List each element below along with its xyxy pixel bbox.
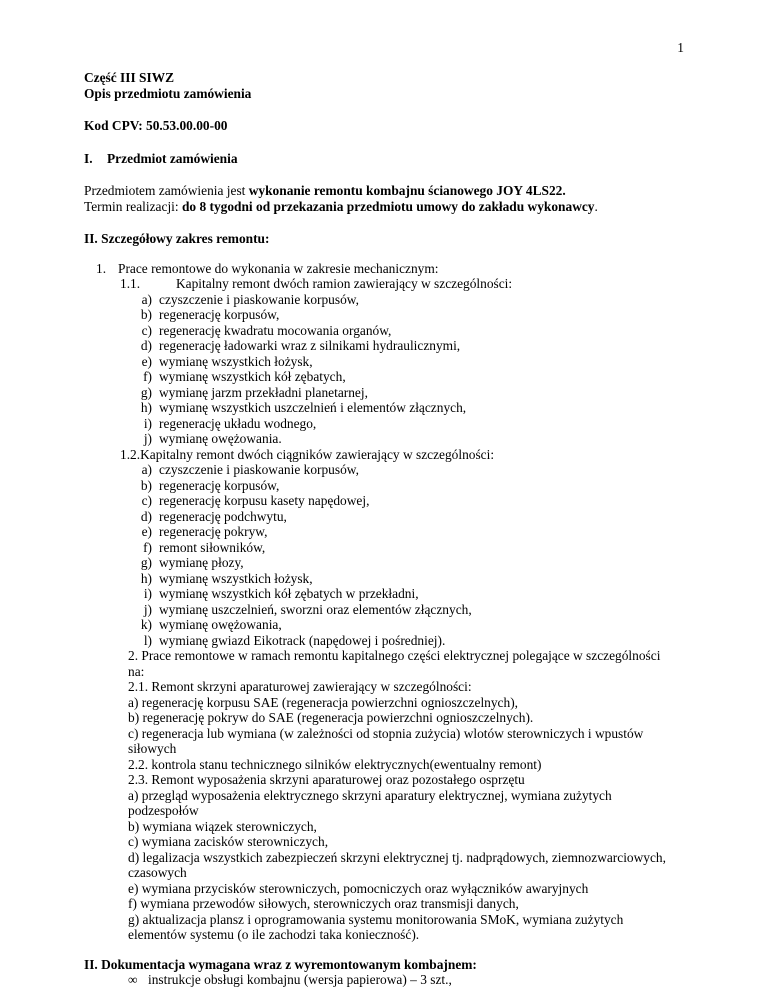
list-item-letter: c) [141,322,152,338]
list-item [84,369,704,385]
list-item [84,338,704,354]
section-1-number: I. [84,150,93,166]
list-item [84,385,704,401]
list-item-letter: f) [143,539,152,555]
list-item-text: czyszczenie i piaskowanie korpusów, [159,462,359,477]
list-item-text: wymianę wszystkich kół zębatych, [159,369,346,384]
electrical-line: f) wymiana przewodów siłowych, sterowniczych oraz transmisji danych, [128,896,519,911]
list-item-text: regenerację korpusu kasety napędowej, [159,493,370,508]
list-item [84,478,704,494]
electrical-line: b) wymiana wiązek sterowniczych, [128,818,317,834]
list-item [84,586,704,602]
list-item-text: wymianę uszczelnień, sworzni oraz elementów złącznych, [159,601,472,617]
list-item-text: regenerację układu wodnego, [159,415,317,431]
subject-line: Przedmiotem zamówienia jest wykonanie remontu kombajnu ścianowego JOY 4LS22. [84,183,566,198]
list-item [84,633,704,649]
list-item-letter: j) [143,431,152,446]
electrical-line: siłowych [128,741,177,756]
document-content [84,70,704,988]
electrical-line: g) aktualizacja plansz i oprogramowania systemu monitorowania SMoK, wymiana zużytych [128,911,624,927]
list-item [84,555,704,571]
list-item-letter: f) [143,369,152,384]
electrical-line: c) regeneracja lub wymiana (w zależności od stopnia zużycia) wlotów sterowniczych i wpustów [128,725,644,741]
list-item-letter: j) [143,601,152,617]
list-item [84,292,704,308]
list-item-text: regenerację korpusów, [159,307,280,322]
list-item-text: regenerację podchwytu, [159,508,287,524]
list-item-letter: e) [141,353,152,369]
part-title: Część III SIWZ [84,70,175,85]
section-1-heading [84,151,704,167]
electrical-line: podzespołów [128,803,199,818]
list-item-letter: i) [143,415,152,431]
electrical-line: 2. Prace remontowe w ramach remontu kapitalnego części elektrycznej polegające w szczególności [128,648,661,663]
list-item-letter: d) [140,508,152,524]
list-item [84,602,704,618]
list-1-2 [84,462,704,648]
electrical-section [84,648,704,943]
list-item [84,493,704,509]
list-item-letter: a) [141,462,152,477]
list-item [84,462,704,478]
document-subtitle: Opis przedmiotu zamówienia [84,85,252,101]
item-1-1: 1.1. Kapitalny remont dwóch ramion zawierający w szczególności: [120,276,513,291]
section-3-title: II. Dokumentacja wymagana wraz z wyremontowanym kombajnem: [84,956,477,972]
list-item-letter: e) [141,524,152,539]
list-item [84,431,704,447]
electrical-line: na: [128,663,145,679]
list-item-text: wymianę wszystkich uszczelnień i elementów złącznych, [159,400,467,415]
list-item-text: regenerację pokryw, [159,524,268,539]
electrical-line: d) legalizacja wszystkich zabezpieczeń skrzyni elektrycznej tj. nadprądowych, ziemnozwarciowych, [128,849,666,865]
list-item-letter: g) [140,555,152,570]
list-item-letter: g) [140,384,152,400]
electrical-line: czasowych [128,865,187,880]
item-1-2: 1.2.Kapitalny remont dwóch ciągników zawierający w szczególności: [120,446,495,462]
list-1-1 [84,292,704,447]
list-item [84,540,704,556]
list-item-text: regenerację kwadratu mocowania organów, [159,322,392,338]
list-item [84,307,704,323]
electrical-line: 2.3. Remont wyposażenia skrzyni aparaturowej oraz pozostałego osprzętu [128,772,525,787]
list-item [84,416,704,432]
electrical-line: e) wymiana przycisków sterowniczych, pomocniczych oraz wyłączników awaryjnych [128,880,589,896]
item-1: 1. Prace remontowe do wykonania w zakresie mechanicznym: [96,260,439,276]
electrical-line: elementów systemu (o ile zachodzi taka konieczność). [128,927,420,942]
list-item-text: wymianę wszystkich łożysk, [159,570,313,586]
deadline-line: Termin realizacji: do 8 tygodni od przekazania przedmiotu umowy do zakładu wykonawcy. [84,198,598,214]
list-item [84,400,704,416]
list-item-letter: i) [143,586,152,601]
list-item-text: wymianę wszystkich łożysk, [159,353,313,369]
list-item [84,323,704,339]
electrical-line: b) regenerację pokryw do SAE (regeneracja powierzchni ognioszczelnych). [128,710,534,725]
electrical-line: 2.1. Remont skrzyni aparaturowej zawierający w szczególności: [128,679,472,694]
list-item-text: wymianę wszystkich kół zębatych w przekładni, [159,586,419,601]
electrical-line: c) wymiana zacisków sterowniczych, [128,834,329,849]
section-1-title: Przedmiot zamówienia [107,150,238,166]
list-item [84,509,704,525]
list-item-text: wymianę jarzm przekładni planetarnej, [159,384,368,400]
list-item [84,571,704,587]
list-item-text: wymianę płozy, [159,555,244,570]
list-item-letter: l) [143,632,152,648]
page-number: 1 [677,40,684,55]
list-item [84,354,704,370]
list-item-letter: d) [140,338,152,353]
list-item-text: czyszczenie i piaskowanie korpusów, [159,291,359,307]
list-item-text: wymianę owężowania, [159,617,282,632]
list-item [84,617,704,633]
list-item-letter: b) [140,307,152,322]
documentation-item: ∞ instrukcje obsługi kombajnu (wersja papierowa) – 3 szt., [128,972,452,987]
bullet-icon: ∞ [128,972,138,987]
list-item-text: wymianę gwiazd Eikotrack (napędowej i pośredniej). [159,632,446,648]
list-item-letter: k) [140,617,152,632]
electrical-line: 2.2. kontrola stanu technicznego silników elektrycznych(ewentualny remont) [128,756,542,772]
electrical-line: a) regenerację korpusu SAE (regeneracja powierzchni ognioszczelnych), [128,694,518,710]
list-item-letter: h) [140,400,152,415]
list-item-letter: h) [140,570,152,586]
list-item-text: regenerację korpusów, [159,477,280,493]
electrical-line: a) przegląd wyposażenia elektrycznego skrzyni aparatury elektrycznej, wymiana zużytych [128,787,612,803]
list-item-letter: b) [140,477,152,493]
list-item-text: regenerację ładowarki wraz z silnikami hydraulicznymi, [159,338,461,353]
cpv-code: Kod CPV: 50.53.00.00-00 [84,118,228,133]
list-item-letter: a) [141,291,152,307]
list-item-letter: c) [141,493,152,508]
list-item [84,524,704,540]
section-2-title: II. Szczegółowy zakres remontu: [84,231,270,246]
list-item-text: wymianę owężowania. [159,431,282,446]
list-item-text: remont siłowników, [159,539,266,555]
